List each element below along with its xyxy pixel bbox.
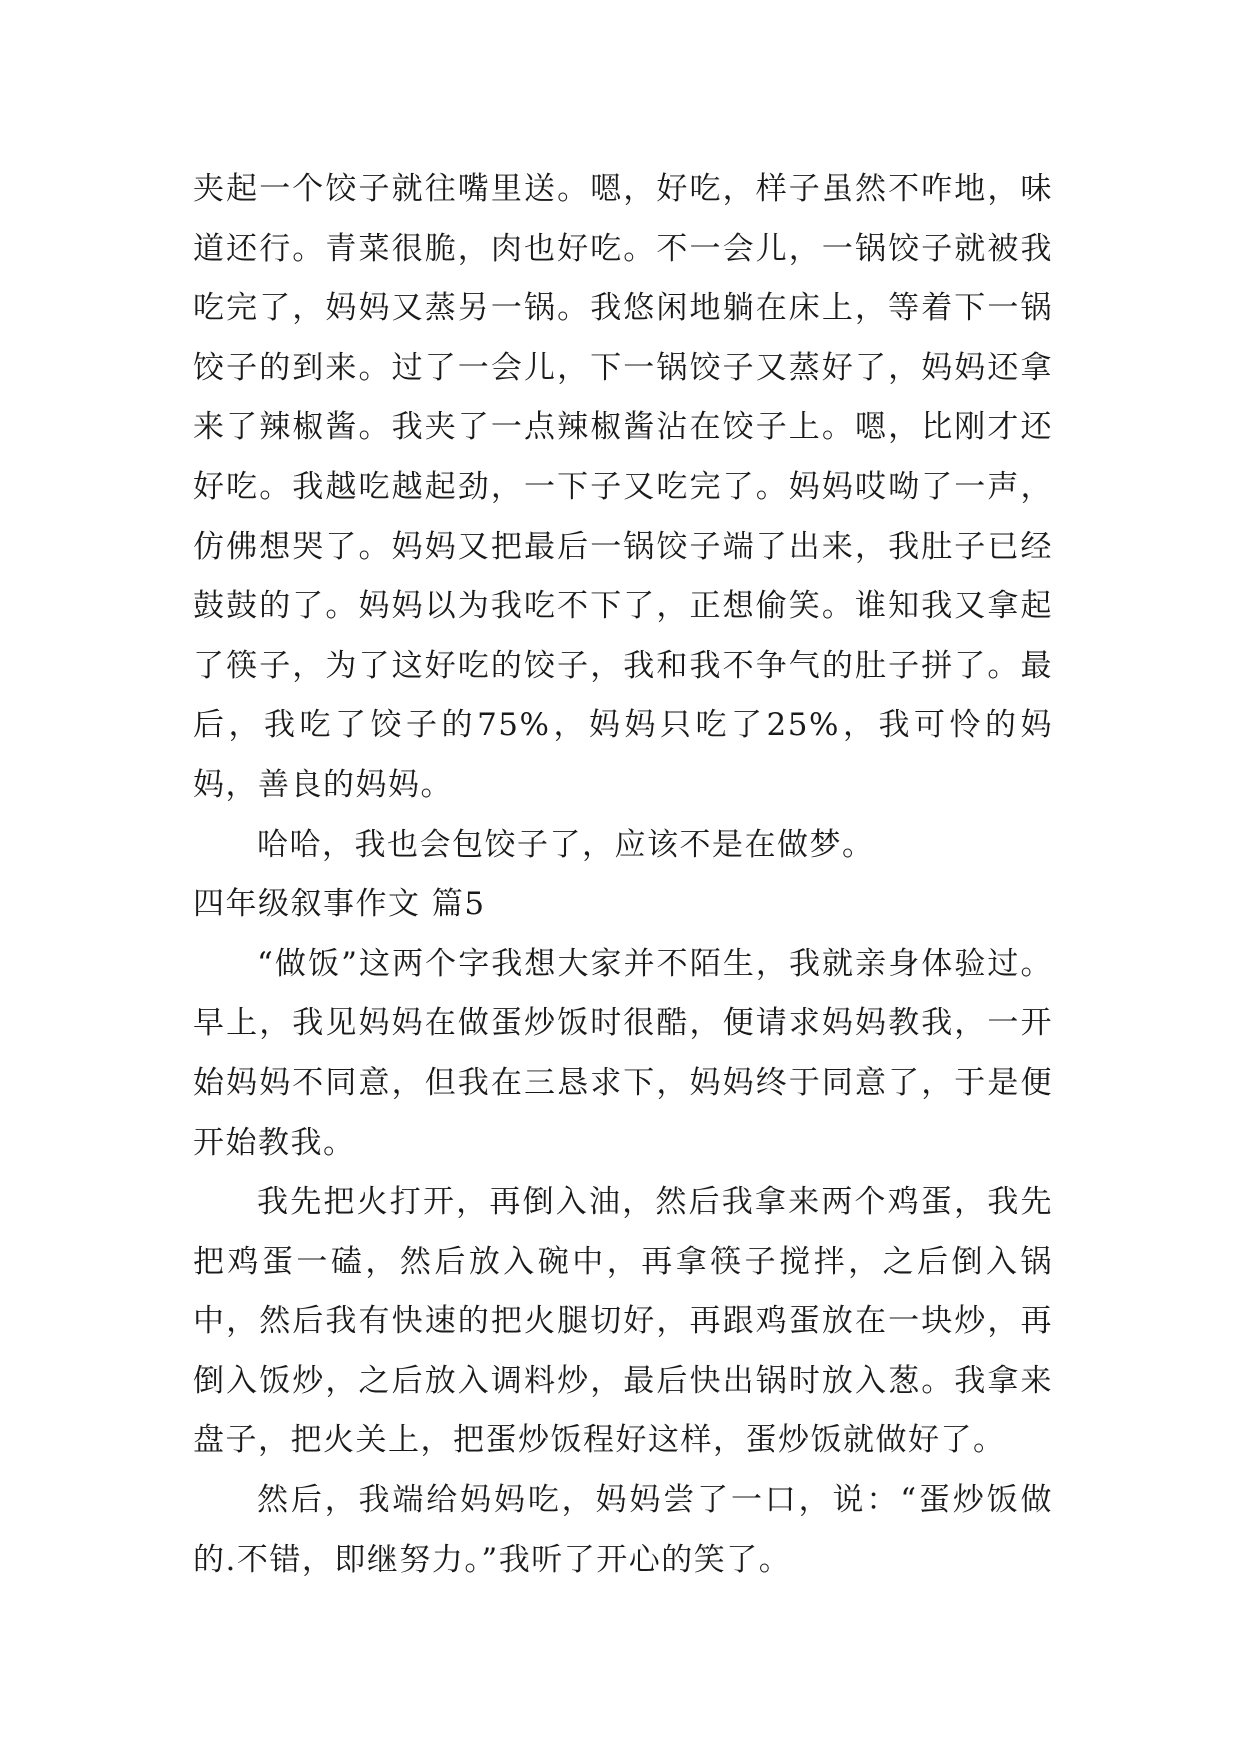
paragraph: 哈哈，我也会包饺子了，应该不是在做梦。 — [257, 826, 875, 863]
section-title: 四年级叙事作文 篇5 — [193, 886, 486, 923]
document-body — [193, 160, 1053, 1590]
paragraph-continued: 夹起一个饺子就往嘴里送。嗯，好吃，样子虽然不咋地，味道还行。青菜很脆，肉也好吃。不一会儿，一锅饺子就被我吃完了，妈妈又蒸另一锅。我悠闲地躺在床上，等着下一锅饺子的到来。过了一会儿，下一锅饺子又蒸好了，妈妈还拿来了辣椒酱。我夹了一点辣椒酱沾在饺子上。嗯，比刚才还好吃。我越吃越起劲，一下子又吃完了。妈妈哎呦了一声，仿佛想哭了。妈妈又把最后一锅饺子端了出来，我肚子已经鼓鼓的了。妈妈以为我吃不下了，正想偷笑。谁知我又拿起了筷子，为了这好吃的饺子，我和我不争气的肚子拼了。最后，我吃了饺子的75%，妈妈只吃了25%，我可怜的妈妈，善良的妈妈。 — [193, 171, 1053, 803]
paragraph: 然后，我端给妈妈吃，妈妈尝了一口，说：“蛋炒饭做的.不错，即继努力。”我听了开心的笑了。 — [193, 1482, 1053, 1578]
paragraph: 我先把火打开，再倒入油，然后我拿来两个鸡蛋，我先把鸡蛋一磕，然后放入碗中，再拿筷子搅拌，之后倒入锅中，然后我有快速的把火腿切好，再跟鸡蛋放在一块炒，再倒入饭炒，之后放入调料炒，最后快出锅时放入葱。我拿来盘子，把火关上，把蛋炒饭程好这样，蛋炒饭就做好了。 — [193, 1184, 1053, 1459]
paragraph: “做饭”这两个字我想大家并不陌生，我就亲身体验过。早上，我见妈妈在做蛋炒饭时很酷，便请求妈妈教我，一开始妈妈不同意，但我在三恳求下，妈妈终于同意了，于是便开始教我。 — [193, 945, 1053, 1161]
